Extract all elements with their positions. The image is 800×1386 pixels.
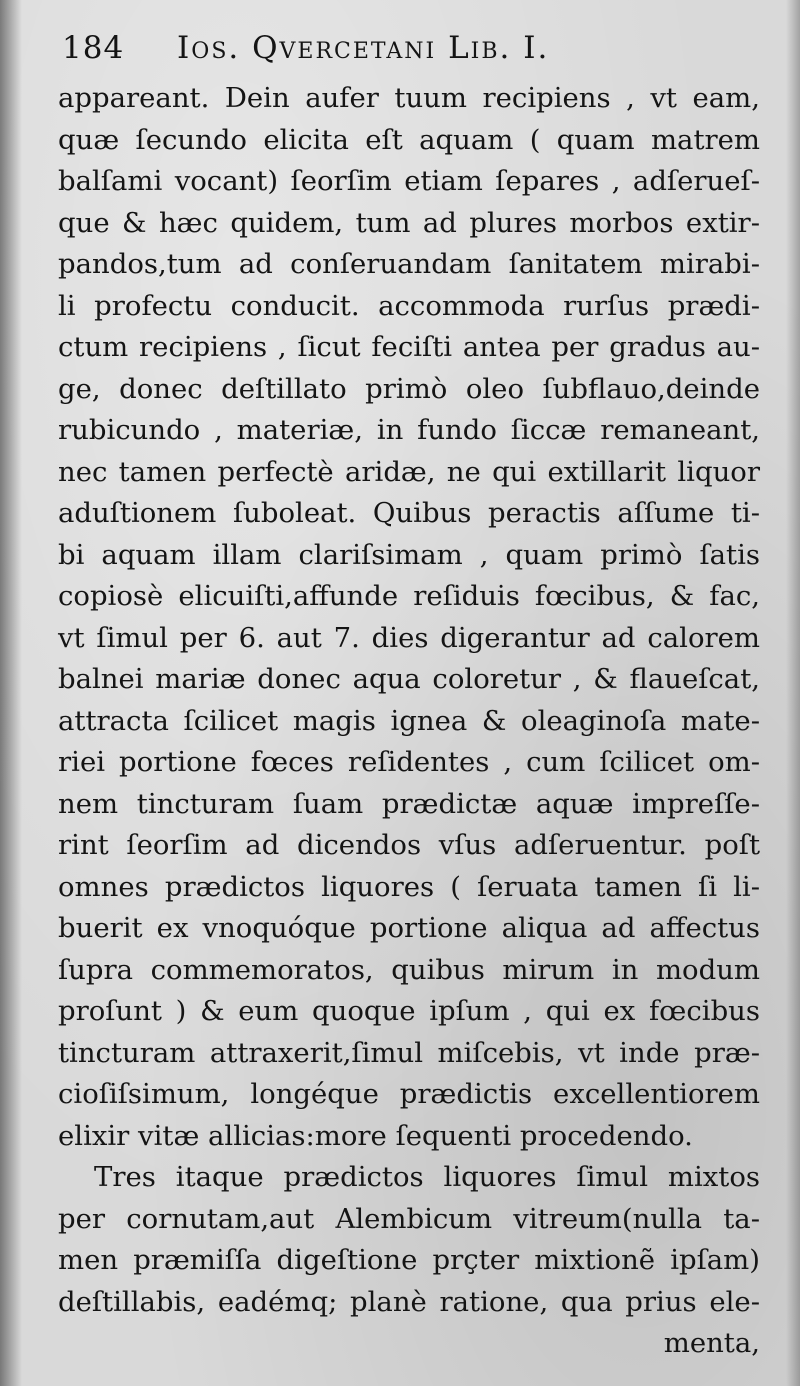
spine-shadow [0,0,22,1386]
text-line: cioſiſsimum, longéque prædictis excellentiorem [58,1078,760,1110]
text-line: omnes prædictos liquores ( ſeruata tamen ſi li- [58,870,760,903]
text-line: per cornutam,aut Alembicum vitreum(nulla ta- [58,1202,760,1235]
text-line: buerit ex vnoquóque portione aliqua ad affectus [58,912,760,944]
text-line: rint ſeorſim ad dicendos vſus adſeruentur. poſt [58,829,760,861]
paragraph-start-line: Tres itaque prædictos liquores ſimul mixtos [94,1161,760,1193]
page-number: 184 [62,30,125,66]
text-line: ſupra commemoratos, quibus mirum in modum [58,953,760,986]
text-line: proſunt ) & eum quoque ipſum , qui ex fœcibus [58,995,760,1027]
text-block [58,78,760,1365]
text-line: appareant. Dein aufer tuum recipiens , vt eam, [58,82,760,114]
text-line: aduſtionem ſuboleat. Quibus peractis aſſume ti- [58,497,760,529]
text-line: ge, donec deſtillato primò oleo ſubflauo,deinde [58,372,760,405]
text-line: li profectu conducit. accommoda rurſus prædi- [58,289,760,322]
text-line: men præmiſſa digeſtione prçter mixtionẽ ipſam) [58,1244,760,1276]
text-line: balnei mariæ donec aqua coloretur , & flaueſcat, [58,663,760,695]
text-line: deſtillabis, eadémq; planè ratione, qua prius ele- [58,1285,760,1318]
text-line: nem tincturam ſuam prædictæ aquæ impreſſe- [58,787,760,820]
text-line: rubicundo , materiæ, in fundo ſiccæ remaneant, [58,414,760,446]
text-line: attracta ſcilicet magis ignea & oleaginoſa mate- [58,704,760,737]
running-title: Ios. Qvercetani Lib. I. [177,30,550,66]
text-line: vt ſimul per 6. aut 7. dies digerantur ad calorem [58,621,760,654]
text-line: tincturam attraxerit,ſimul miſcebis, vt inde præ- [58,1036,760,1069]
running-header [62,30,762,80]
edge-shadow [786,0,800,1386]
text-line: pandos,tum ad conſeruandam ſanitatem mirabi- [58,248,760,280]
text-line: quæ ſecundo elicita eſt aquam ( quam matrem [58,123,760,156]
paragraph-end-line: elixir vitæ allicias:more ſequenti procedendo. [58,1119,693,1152]
text-line: riei portione fœces reſidentes , cum ſcilicet om- [58,746,760,778]
text-line: ctum recipiens , ſicut feciſti antea per gradus au- [58,331,760,363]
catchword: menta, [663,1327,760,1359]
text-line: copiosè elicuiſti,affunde reſiduis fœcibus, & fac, [58,580,760,612]
text-line: nec tamen perfectè aridæ, ne qui extillarit liquor [58,455,760,488]
text-line: que & hæc quidem, tum ad plures morbos extir- [58,206,760,239]
text-line: bi aquam illam clariſsimam , quam primò ſatis [58,538,760,571]
text-line: balſami vocant) ſeorſim etiam ſepares , adſerueſ- [58,165,760,197]
